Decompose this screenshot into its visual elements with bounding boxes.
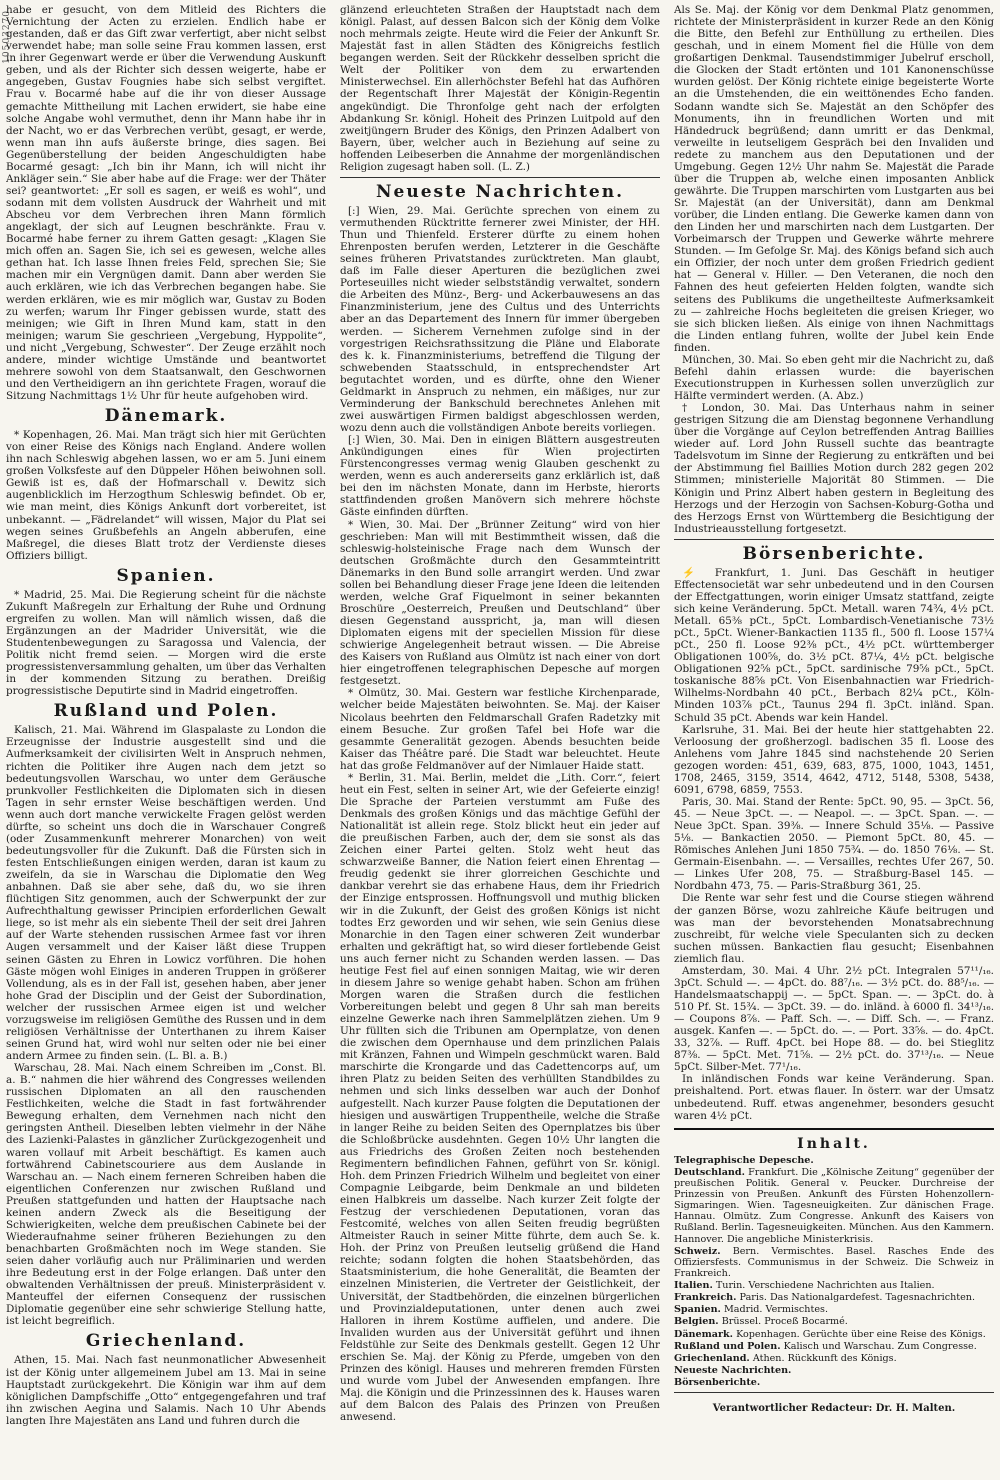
- toc-entry-label: Börsenberichte.: [674, 1377, 761, 1388]
- divider: [674, 1392, 994, 1393]
- article-london: † London, 30. Mai. Das Unterhaus nahm in seiner gestrigen Sitzung die am Dienstag begonnene Verhandlung über die Vorgänge auf Ceylon betreffenden Antrag Baillies wieder auf. Lord John Russell suchte das beantragte Tadelsvotum im Sinne der Regierung zu entkräften und bei der Abstimmung fiel Baillies Motion durch 282 gegen 202 Stimmen; ministerielle Majorität 80 Stimmen. — Die Königin und Prinz Albert haben gestern in Begleitung des Herzogs und der Herzogin von Sachsen-Koburg-Gotha und des Herzogs Ernst von Württemberg die Besichtigung der Industrieausstellung fortgesetzt.: [674, 402, 994, 535]
- toc-entry-label: Dänemark.: [674, 1328, 734, 1340]
- column-2: [340, 4, 660, 1476]
- article-kopenhagen: * Kopenhagen, 26. Mai. Man trägt sich hier mit Gerüchten von einer Reise des Königs nach England. Andere wollen ihn nach Schleswig abgehen lassen, wo er am 5. Juni einem großen Volksfeste auf den Düppeler Höhen beiwohnen soll. Gewiß ist es, daß der Hofmarschall v. Dewitz sich augenblicklich im Herzogthum Schleswig befindet. Ob er, wie man meint, dies Königs Ankunft dort vorbereitet, ist unbekannt. — „Fädrelandet“ will wissen, Major du Plat sei wegen seines Grußbefehls an Angeln abberufen, eine Maßregel, die dieses Blatt trotz der Verdienste dieses Offiziers billigt.: [6, 429, 326, 562]
- toc-entry-text: Kopenhagen. Gerüchte über eine Reise des Königs.: [733, 1328, 986, 1340]
- toc-entry-label: Frankreich.: [674, 1292, 737, 1304]
- section-heading-russland: Rußland und Polen.: [53, 701, 279, 722]
- article-karlsruhe: Karlsruhe, 31. Mai. Bei der heute hier stattgehabten 22. Verloosung der großherzogl. badischen 35 fl. Loose des Anlehens vom Jahre 1845 sind nachstehende 20 Serien gezogen worden: 451, 639, 683, 875, 1000, 1043, 1451, 1708, 2465, 3159, 3514, 4642, 4712, 5148, 5308, 5438, 6091, 6798, 6859, 7553.: [674, 723, 994, 796]
- section-heading-daenemark: Dänemark.: [104, 406, 228, 427]
- section-heading-boersen: Börsenberichte.: [742, 543, 926, 564]
- article-olmuetz: * Olmütz, 30. Mai. Gestern war festliche Kirchenparade, welcher beide Majestäten beiwohnten. Se. Maj. der Kaiser Nicolaus beehrten den Feldmarschall Grafen Radetzky mit einem Besuche. Zur großen Tafel bei Hofe war die gesammte Generalität gezogen. Abends besuchten beide Kaiser das Théâtre paré. Die Stadt war beleuchtet. Heute hat das große Feldmanöver auf der Nimlauer Haide statt.: [340, 687, 660, 772]
- toc-entry: [674, 1329, 994, 1340]
- toc-entry-label: Telegraphische Depesche.: [674, 1154, 814, 1166]
- toc-entry-text: Brüssel. Proceß Bocarmé.: [718, 1316, 848, 1328]
- toc-entry: [674, 1155, 994, 1166]
- article-warschau: Warschau, 28. Mai. Nach einem Schreiben im „Const. Bl. a. B.“ nahmen die hier während des Congresses weilenden russischen Diplomaten an all den rauschenden Festlichkeiten, welche die Stadt in fast fortwährender Bewegung erhalten, dem Vernehmen nach nicht den geringsten Antheil. Dieselben lebten vielmehr in der Nähe des Lazienki-Palastes in gänzlicher Zurückgezogenheit und waren vollauf mit Arbeit beschäftigt. Es kamen auch fortwährend Cabinetscouriere aus dem Auslande in Warschau an. — Nach einem ferneren Schreiben haben die eigentlichen Conferenzen nur zwischen Rußland und Preußen stattgefunden und hatten der Hauptsache nach keinen andern Zweck als die Beseitigung der Schwierigkeiten, welche dem preußischen Cabinete bei der Wiederaufnahme seiner früheren Beziehungen zu den benachbarten Großmächten noch im Wege standen. Sie seien daher vorläufig auch nur Präliminarien und werden ihre Bedeutung erst in der Folge erlangen. Daß unter den obwaltenden Verhältnissen der preuß. Ministerpräsident v. Manteuffel der eifernen Consequenz der russischen Diplomatie gegenüber eine sehr schwierige Stellung hatte, ist leicht begreiflich.: [6, 1062, 326, 1328]
- toc-entry-text: Turin. Verschiedene Nachrichten aus Italien.: [712, 1280, 935, 1291]
- page-id: 10503270: [2, 10, 12, 64]
- divider: [674, 539, 994, 540]
- toc-entry-label: Rußland und Polen.: [674, 1340, 781, 1352]
- toc-entry-label: Belgien.: [674, 1316, 719, 1328]
- toc-entry: [674, 1280, 994, 1291]
- section-heading-griechenland: Griechenland.: [85, 1331, 247, 1352]
- table-of-contents: [674, 1155, 994, 1389]
- article-athen-continued: glänzend erleuchteten Straßen der Hauptstadt nach dem königl. Palast, auf dessen Balcon sich der König dem Volke noch mehrmals zeigte. Heute wird die Feier der Ankunft Sr. Majestät fast in allen Städten des Königreichs festlich begangen werden. Seit der Rückkehr desselben spricht die Welt der Politiker von dem zu erwartenden Ministerwechsel. Ein allerhöchster Befehl hat das Aufhören der Regentschaft Ihrer Majestät der Königin-Regentin angekündigt. Die Thronfolge geht nach der erfolgten Abdankung Sr. königl. Hoheit des Prinzen Luitpold auf den zweitjüngern Bruder des Königs, den Prinzen Adalbert von Bayern, über, welcher auch in Beziehung auf seine zu hoffenden Leibeserben die Annahme der morgenländischen Religion zugesagt haben soll. (L. Z.): [340, 4, 660, 173]
- article-paris-rente: Die Rente war sehr fest und die Course stiegen während der ganzen Börse, wozu zahlreiche Käufe beitrugen und was man der bevorstehenden Monatsabrechnung zuschreibt, für welche viele Speculanten sich zu decken suchen müssen. Bankactien flau gesucht; Eisenbahnen ziemlich flau.: [674, 892, 994, 965]
- article-paris-boerse: Paris, 30. Mai. Stand der Rente: 5pCt. 90, 95. — 3pCt. 56, 45. — Neue 3pCt. —. — Neapol. —. — 3pCt. Span. —. — Neue 3pCt. Span. 39⅜. — Innere Schuld 35⅛. — Passive 5⅛. — Bankactien 2050. — Piemont 5pCt. 80, 45. — Römisches Anlehen Juni 1850 75¾. — do. 1850 76⅛. — St. Germain-Eisenbahn. —. — Versailles, rechtes Ufer 267, 50. — Linkes Ufer 208, 75. — Straßburg-Basel 145. — Nordbahn 473, 75. — Paris-Straßburg 361, 25.: [674, 795, 994, 893]
- toc-entry-text: Paris. Das Nationalgardefest. Tagesnachrichten.: [736, 1292, 976, 1304]
- toc-entry-text: Frankfurt. Die „Kölnische Zeitung“ gegenüber der preußischen Politik. General v. Peucker. Durchreise der Prinzessin von Preußen. Ankunft des Fürsten Hohenzollern-Sigmaringen. Wien. Tagesneuigkeiten. Zur dänischen Frage. Hannau. Olmütz. Zum Congresse. Ankunft des Kaisers von Rußland. Berlin. Tagesneuigkeiten. München. Aus den Kammern. Hannover. Die angebliche Ministerkrisis.: [674, 1166, 994, 1245]
- editor-line: Verantwortlicher Redacteur: Dr. H. Malten.: [712, 1403, 956, 1415]
- article-amsterdam: Amsterdam, 30. Mai. 4 Uhr. 2½ pCt. Integralen 57¹¹/₁₆. 3pCt. Schuld —. — 4pCt. do. 88⁷/₁₆. — 3½ pCt. do. 88⁵/₁₆. — Handelsmaatschappij —. — 5pCt. Span. —. — 3pCt. do. à 510 Pf. St. 15¾. — 3pCt. 39. — do. inländ. à 6000 fl. 34¹³/₁₆. — Coupons 8⅞. — Paff. Sch. —. — Diff. Sch. —. — Franz. ausgek. Kanfen —. — 5pCt. do. —. — Port. 33⅝. — do. 4pCt. 33, 32⅞. — Ruff. 4pCt. bei Hope 88. — do. bei Stieglitz 87⅜. — 5pCt. Met. 71⅝. — 2½ pCt. do. 37¹³/₁₆. — Neue 5pCt. Silber-Met. 77¹/₁₆.: [674, 964, 994, 1074]
- section-heading-spanien: Spanien.: [116, 565, 216, 586]
- toc-entry-text: Athen. Rückkunft des Königs.: [749, 1352, 897, 1364]
- toc-entry: [674, 1353, 994, 1364]
- column-3: [674, 4, 994, 1476]
- article-frankfurt-boerse: ⚡ Frankfurt, 1. Juni. Das Geschäft in heutiger Effectensocietät war sehr unbedeutend und in den Coursen der Effectgattungen, worin einiger Umsatz stattfand, zeigte sich keine Veränderung. 5pCt. Metall. waren 74¾, 4½ pCt. Metall. 65⅜ pCt., 5pCt. Lombardisch-Venetianische 73½ pCt., 5pCt. Wiener-Bankactien 1135 fl., 500 fl. Loose 157¼ pCt., 250 fl. Loose 92⅜ pCt., 4½ pCt. württemberger Obligationen 100⅝, do. 3½ pCt. 87¼, 4½ pCt. belgische Obligationen 92⅝ pCt., 5pCt. sardinische 79⅝ pCt., 5pCt. toskanische 88⅝ pCt. Von Eisenbahnactien war Friedrich-Wilhelms-Nordbahn 40 pCt., Berbach 82¼ pCt., Köln-Minden 103⅞ pCt., Taunus 294 fl. 3pCt. inländ. Span. Schuld 35 pCt. Abends war kein Handel.: [674, 566, 994, 724]
- divider: [340, 177, 660, 178]
- toc-heading: Inhalt.: [797, 1135, 871, 1152]
- toc-entry-label: Neueste Nachrichten.: [674, 1364, 792, 1376]
- toc-entry: [674, 1341, 994, 1352]
- article-berlin-continued: Als Se. Maj. der König vor dem Denkmal Platz genommen, richtete der Ministerpräsident in kurzer Rede an den König die Bitte, den Befehl zur Enthüllung zu ertheilen. Dies geschah, und in einem Moment fiel die Hülle von dem großartigen Denkmal. Tausendstimmiger Jubelruf erscholl, die Glocken der Stadt ertönten und 101 Kanonenschüsse wurden gelöst. Der König richtete einige begeisterte Worte an die Umstehenden, die ein weittönendes Echo fanden. Sodann wandte sich Se. Majestät an den Schöpfer des Monuments, ihn in freundlichen Worten und mit Händedruck begrüßend; dann umritt er das Denkmal, verweilte in leutseligem Gespräch bei den Invaliden und redete zu manchem aus den Deputationen und der Umgebung. Gegen 12½ Uhr nahm Se. Majestät die Parade über die Truppen ab, welche einen imposanten Anblick gewährte. Die Truppen marschirten vom Lustgarten aus bei Sr. Majestät (an der Universität), dann am Denkmal vorüber, die Linden entlang. Die Gewerke kamen dann von den Linden her und marschirten nach dem Lustgarten. Der Vorbeimarsch der Truppen und Gewerke währte mehrere Stunden. — Im Gefolge Sr. Maj. des Königs befand sich auch ein Offizier, der noch unter dem großen Friedrich gedient hat — General v. Hiller. — Den Veteranen, die noch den Fahnen des heut gefeierten Helden folgten, wandte sich seitens des Publikums die ungetheilteste Aufmerksamkeit zu — zahlreiche Hochs begleiteten die greisen Krieger, wo sie sich blicken ließen. Als einige von ihnen Nachmittags die Linden entlang fuhren, wollte der Jubel kein Ende finden.: [674, 4, 994, 354]
- article-kalisch: Kalisch, 21. Mai. Während im Glaspalaste zu London die Erzeugnisse der Industrie ausgestellt sind und die Aufmerksamkeit der civilisirten Welt in Anspruch nehmen, richten die Politiker ihre Augen nach dem jetzt so bedeutungsvollen Warschau, wo unter dem Geräusche prunkvoller Festlichkeiten die Diplomaten sich in diesen Tagen in sehr ernster Weise beschäftigen werden. Und wenn auch dort manche verwickelte Fragen gelöst werden dürfte, so scheint uns doch die in Warschauer Congreß (oder Zusammenkunft mehrerer Monarchen) von weit bedeutungsvoller für die Zukunft. Daß die Fürsten sich in festen Entschließungen einigen werden, daran ist kaum zu zweifeln, da sie in Warschau die Diplomatie den Weg anbahnen. Daß sie aber sehe, daß du, wo sie ihren flüchtigen Sitz genommen, auch der Schwerpunkt der zur Aufrechthaltung gewisser Principien erforderlichen Gewalt liege, so ist mehr als ein siebente Theil der seit drei Jahren auf der Warte stehenden russischen Armee fast vor ihren Augen versammelt und der Kaiser läßt diese Truppen seinen Gästen zu Ehren in Lowicz vorführen. Die hohen Gäste mögen wohl Einiges in anderen Truppen in größerer Vollendung, als es in der Fall ist, gesehen haben, aber jener hohe Grad der Disciplin und der Geist der Subordination, welcher der russischen Armee eigen ist und welcher vorzugsweise im religiösen Gemüthe des Russen und in dem religiösen Verhältnisse der Unterthanen zu ihrem Kaiser seinen Grund hat, wird wohl nur selten oder nie bei einer andern Armee zu finden sein. (L. Bl. a. B.): [6, 724, 326, 1062]
- toc-entry-label: Italien.: [674, 1280, 713, 1291]
- toc-entry-label: Schweiz.: [674, 1245, 721, 1257]
- toc-entry: [674, 1292, 994, 1303]
- toc-entry-label: Spanien.: [674, 1304, 721, 1316]
- toc-entry: [674, 1246, 994, 1279]
- article-wien-bruenner: * Wien, 30. Mai. Der „Brünner Zeitung“ wird von hier geschrieben: Man will mit Bestimmtheit wissen, daß die schleswig-holsteinische Frage nach dem Wunsch der deutschen Großmächte durch den Gesammteintritt Dänemarks in den Bund solle arrangirt werden. Und zwar sollen bei Behandlung dieser Frage jene Ideen die leitenden werden, welche Graf Fiquelmont in seiner bekannten Broschüre „Oesterreich, Preußen und Deutschland“ über diesen Gegenstand ausspricht, ja, man will diesen Diplomaten eigens mit der speciellen Mission für diese schwierige Angelegenheit betraut wissen. — Die Abreise des Kaisers von Rußland aus Olmütz ist nach einer von dort hier eingetroffenen telegraphischen Depesche auf morgen festgesetzt.: [340, 518, 660, 688]
- newspaper-columns: [6, 4, 994, 1476]
- article-athen: Athen, 15. Mai. Nach fast neunmonatlicher Abwesenheit ist der König unter allgemeinem Jubel am 13. Mai in seine Hauptstadt zurückgekehrt. Die Königin war ihm auf dem königlichen Dampfschiffe „Otto“ entgegengefahren und traf ihn zwischen Aegina und Salamis. Nach 10 Uhr Abends langten Ihre Majestäten ans Land und fuhren durch die: [6, 1354, 326, 1427]
- article-madrid: * Madrid, 25. Mai. Die Regierung scheint für die nächste Zukunft Maßregeln zur Erhaltung der Ruhe und Ordnung ergreifen zu wollen. Man will nämlich wissen, daß die Ergänzungen an der Madrider Universität, wie die Studentenbewegungen zu Saragossa und Valencia, der Politik nicht fremd seien. — Morgen wird die erste progressistenversammlung gehalten, um über das Verhalten in der kommenden Sitzung zu berathen. Dreißig progressistische Deputirte sind in Madrid eingetroffen.: [6, 588, 326, 698]
- article-inlaendische-fonds: In inländischen Fonds war keine Veränderung. Span. preishaltend. Port. etwas flauer. In österr. war der Umsatz unbedeutend. Ruff. etwas angenehmer, besonders gesucht waren 4½ pCt.: [674, 1073, 994, 1122]
- toc-entry-text: Madrid. Vermischtes.: [720, 1304, 828, 1316]
- article-belgium-trial: habe er gesucht, von dem Mitleid des Richters die Vernichtung der Acten zu erzielen. Endlich habe er gestanden, daß er das Gift zwar verfertigt, aber nicht selbst verwendet habe; man solle seine Frau kommen lassen, erst in ihrer Gegenwart werde er über die Verwendung Auskunft geben, und als der Richter sich dessen weigerte, habe er angegeben, Gustav Fougnies habe sich selbst vergiftet. Frau v. Bocarmé habe auf die ihr von dieser Aussage gemachte Mittheilung mit Lachen erwidert, sie habe eine solche Angabe wohl vermuthet, denn ihr Mann habe ihr in der Nacht, wo er das Verbrechen verübt, gesagt, er werde, wenn man ihn aufs äußerste bringe, dies sagen. Bei Gegenüberstellung der beiden Angeschuldigten habe Bocarmé gesagt: „Ich bin ihr Mann, ich will nicht ihr Ankläger sein.“ Sie aber habe auf die Frage: wer der Thäter sei? geantwortet: „Er soll es sagen, er weiß es wohl“, und sodann mit dem vollsten Ausdruck der Wahrheit und mit Abscheu vor dem Verbrechen ihren Mann förmlich angeklagt, der sich auf Leugnen beschränkte. Frau v. Bocarmé habe ferner zu ihrem Gatten gesagt: „Klagen Sie mich offen an. Sagen Sie, ich sei es gewesen, welche alles gethan hat. Ich lasse Ihnen freies Feld, sprechen Sie; Sie machen mir ein Vergnügen damit. Dann aber werden Sie auch erklären, wie ich das Verbrechen begangen habe. Sie werden erklären, wie es mir möglich war, Gustav zu Boden zu werfen; warum Ihr Finger gebissen wurde, statt des meinigen; wie Gift in Ihren Mund kam, statt in den meinigen; warum Sie geschrieen „Vergebung, Hyppolite“, und nicht „Vergebung, Schwester“. Der Zeuge erzählt noch andere, minder wichtige Umstände und beantwortet mehrere sowohl von dem Staatsanwalt, den Geschwornen und den Vertheidigern an ihn gerichtete Fragen, worauf die Sitzung Nachmittags 1½ Uhr für heute aufgehoben wird.: [6, 4, 326, 402]
- toc-entry: [674, 1304, 994, 1315]
- divider: [674, 1128, 994, 1130]
- toc-entry-text: Kalisch und Warschau. Zum Congresse.: [780, 1340, 977, 1352]
- article-berlin: * Berlin, 31. Mai. Berlin, meldet die „Lith. Corr.“, feiert heut ein Fest, selten in seiner Art, wie der Gefeierte einzig! Die Sprache der Parteien verstummt am Fuße des Denkmals des großen Königs und das mächtige Gefühl der Nationalität ist allein rege. Stolz blickt heut ein jeder auf die preußischen Farben, auch der, dem sie sonst als das Zeichen einer Partei gelten. Stolz weht heut das schwarzweiße Banner, die Nation feiert einen Ehrentag — freudig gedenkt sie ihrer glorreichen Geschichte und dankbar verehrt sie das erhabene Haus, dem ihr Friedrich der Einzige entsprossen. Hoffnungsvoll und muthig blicken wir in die Zukunft, der Geist des großen Königs ist nicht todtes Erz geworden und wir sehen, wie sein Genius diese Monarchie in den Tagen einer schweren Zeit wunderbar erhalten und gekräftigt hat, so wird dieser fortlebende Geist uns auch ferner nicht zu Schanden werden lassen. — Das heutige Fest fiel auf einen sonnigen Maitag, wie wir deren in diesem Jahre so wenige gehabt haben. Schon am frühen Morgen waren die Straßen durch die festlichen Vorbereitungen belebt und gegen 8 Uhr sah man bereits einzelne Gewerke nach ihren Sammelplätzen ziehen. Um 9 Uhr füllten sich die Tribunen am Opernplatze, von denen die zwischen dem Opernhause und dem prinzlichen Palais mit Kränzen, Fahnen und Wimpeln geschmückt waren. Bald marschirte die Krongarde und das Cadettencorps auf, um ihren Platz zu beiden Seiten des verhüllten Standbildes zu nehmen und sich links desselben war auch der Donhof aufgestellt. Nach kurzer Pause folgten die Deputationen der hiesigen und auswärtigen Truppentheile, welche die Straße in langer Reihe zu beiden Seiten des Opernplatzes bis über die Schloßbrücke ausdehnten. Gegen 10½ Uhr langten die aus Friedrichs des Großen Zeiten noch bestehenden Regimentern befindlichen Fahnen, geführt von Sr. königl. Hoh. dem Prinzen Friedrich Wilhelm und begleitet von einer Compagnie Leibgarde, beim Denkmale an und bildeten einen Halbkreis um dasselbe. Nach kurzer Zeit folgte der Festzug der verschiedenen Deputationen, voran das Festcomité, welches von allen Seiten freudig begrüßten Altmeister Rauch in seiner Mitte führte, dem auch Se. k. Hoh. der Prinz von Preußen leutselig grüßend die Hand reichte; sodann folgten die hohen Staatsbehörden, das Staatsministerium, die hohe Generalität, die Beamten der einzelnen Ministerien, die Vertreter der Geistlichkeit, der Universität, der Stadtbehörden, die einzelnen bürgerlichen und Provinzialdeputationen, unter denen auch zwei Halloren in ihrem Kostüme auffielen, und andere. Die Invaliden wurden aus der Universität geführt und ihnen Feldstühle zur Seite des Denkmals gestellt. Gegen 12 Uhr erschien Se. Maj. der König zu Pferde, umgeben von den Prinzen des königl. Hauses und mehreren fremden Fürsten und wurde vom Jubel der Anwesenden empfangen. Ihre Maj. die Königin und die Prinzessinnen des k. Hauses waren auf dem Balcon des Palais des Prinzen von Preußen anwesend.: [340, 771, 660, 1424]
- toc-entry-label: Griechenland.: [674, 1352, 750, 1364]
- section-heading-neueste: Neueste Nachrichten.: [375, 181, 625, 202]
- article-wien-29: [:] Wien, 29. Mai. Gerüchte sprechen von einem zu vermuthenden Rücktritte fernerer zwei Minister, der HH. Thun und Thienfeld. Ersterer dürfte zu einem hohen Ehrenposten berufen werden, Letzterer in die Geschäfte seines früheren Privatstandes zurücktreten. Man glaubt, daß im Falle dieser Aperturen die bezüglichen zwei Porteseuilles nicht wieder selbstständig verwaltet, sondern die Arbeiten des Münz-, Berg- und Ackerbauwesens an das Finanzministerium, jene des Cultus und des Unterrichts aber an das Departement des Innern für immer übergeben werden. — Sicherem Vernehmen zufolge sind in der vorgestrigen Reichsrathssitzung die Pläne und Elaborate des k. k. Finanzministeriums, betreffend die Tilgung der schwebenden Staatsschuld, in entsprechendster Art begutachtet worden, und es dürfte, ohne den Wiener Geldmarkt in Anspruch zu nehmen, ein mäßiges, nur zur Verminderung der Bankschuld berechnetes Anlehen mit zwei auswärtigen Firmen baldigst abgeschlossen werden, wozu denn auch die vollständigen Anbote bereits vorliegen.: [340, 204, 660, 434]
- toc-entry-label: Deutschland.: [674, 1166, 745, 1178]
- toc-entry: [674, 1167, 994, 1245]
- toc-entry: [674, 1377, 994, 1388]
- article-wien-30: [:] Wien, 30. Mai. Den in einigen Blättern ausgestreuten Ankündigungen eines für Wien projectirten Fürstencongresses vermag wenig Glauben geschenkt zu werden, wenn es auch andererseits ganz erklärlich ist, daß bei den im nächsten Monate, dann im Herbste, hierorts stattfindenden großen Manövern sich mehrere höchste Gäste einfinden dürften.: [340, 434, 660, 519]
- toc-entry: [674, 1316, 994, 1327]
- toc-entry: [674, 1365, 994, 1376]
- column-1: [6, 4, 326, 1476]
- article-muenchen: München, 30. Mai. So eben geht mir die Nachricht zu, daß Befehl dahin erlassen wurde: die bayerischen Executionstruppen in Kurhessen sollen unverzüglich zur Hälfte vermindert werden. (A. Abz.): [674, 353, 994, 402]
- toc-entry-text: Bern. Vermischtes. Basel. Rasches Ende des Offiziersfests. Communismus in der Schweiz. Die Schweiz in Frankreich.: [674, 1245, 994, 1279]
